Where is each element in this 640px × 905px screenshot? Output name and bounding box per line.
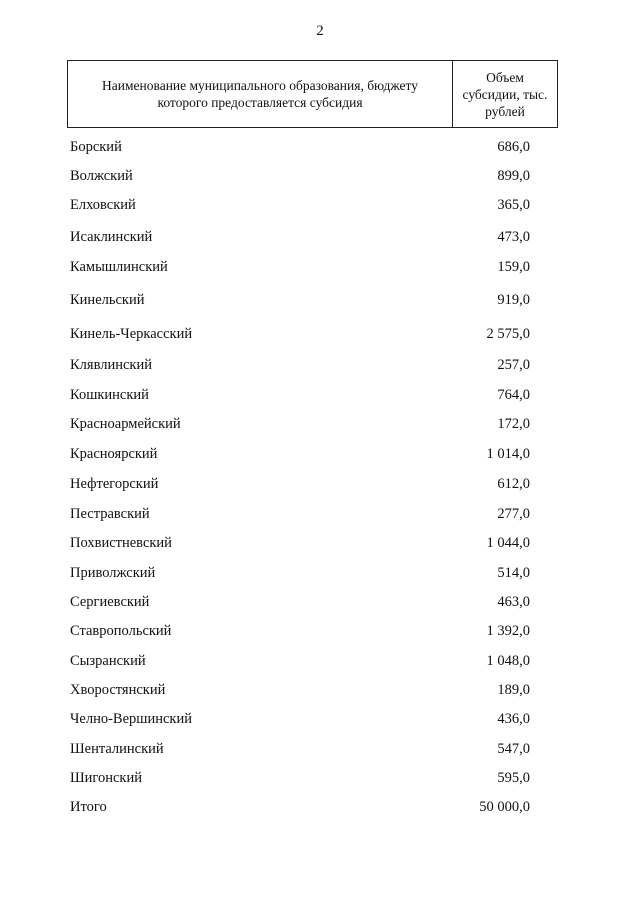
municipality-name: Камышлинский — [70, 259, 168, 275]
subsidy-amount: 1 048,0 — [486, 653, 530, 669]
subsidy-amount: 473,0 — [497, 229, 530, 245]
municipality-name: Кинельский — [70, 292, 145, 308]
subsidy-amount: 1 044,0 — [486, 535, 530, 551]
table-row — [70, 385, 530, 405]
table-row — [70, 355, 530, 375]
table-row — [70, 414, 530, 434]
subsidy-amount: 277,0 — [497, 506, 530, 522]
table-row — [70, 533, 530, 553]
municipality-name: Приволжский — [70, 565, 156, 581]
municipality-name: Елховский — [70, 197, 136, 213]
table-row — [70, 739, 530, 759]
table-row — [70, 474, 530, 494]
table-row — [70, 504, 530, 524]
municipality-name: Сергиевский — [70, 594, 150, 610]
municipality-name: Исаклинский — [70, 229, 153, 245]
table-row — [70, 257, 530, 277]
table-row — [70, 621, 530, 641]
total-label: Итого — [70, 799, 107, 815]
subsidy-amount: 919,0 — [497, 292, 530, 308]
table-row — [70, 680, 530, 700]
page-number: 2 — [316, 23, 324, 39]
total-row — [70, 797, 530, 817]
header-name-column: Наименование муниципального образования, бюджету которого предоставляется субсидия — [68, 61, 453, 127]
table-row — [70, 709, 530, 729]
municipality-name: Челно-Вершинский — [70, 711, 192, 727]
subsidy-amount: 612,0 — [497, 476, 530, 492]
table-row — [70, 324, 530, 344]
table-row — [70, 166, 530, 186]
table-row — [70, 290, 530, 310]
municipality-name: Красноармейский — [70, 416, 181, 432]
subsidy-amount: 514,0 — [497, 565, 530, 581]
table-row — [70, 137, 530, 157]
subsidy-amount: 159,0 — [497, 259, 530, 275]
subsidy-amount: 172,0 — [497, 416, 530, 432]
municipality-name: Клявлинский — [70, 357, 152, 373]
municipality-name: Кошкинский — [70, 387, 149, 403]
table-row — [70, 592, 530, 612]
table-row — [70, 195, 530, 215]
municipality-name: Шенталинский — [70, 741, 164, 757]
municipality-name: Нефтегорский — [70, 476, 159, 492]
subsidy-amount: 686,0 — [497, 139, 530, 155]
municipality-name: Шигонский — [70, 770, 142, 786]
subsidy-amount: 595,0 — [497, 770, 530, 786]
header-amount-column: Объем субсидии, тыс. рублей — [462, 69, 548, 119]
subsidy-amount: 257,0 — [497, 357, 530, 373]
subsidy-amount: 764,0 — [497, 387, 530, 403]
municipality-name: Похвистневский — [70, 535, 172, 551]
subsidy-amount: 436,0 — [497, 711, 530, 727]
municipality-name: Волжский — [70, 168, 133, 184]
subsidy-amount: 463,0 — [497, 594, 530, 610]
table-row — [70, 768, 530, 788]
table-header — [67, 60, 558, 128]
table-row — [70, 227, 530, 247]
subsidy-amount: 1 392,0 — [486, 623, 530, 639]
subsidy-amount: 547,0 — [497, 741, 530, 757]
municipality-name: Хворостянский — [70, 682, 166, 698]
subsidy-amount: 2 575,0 — [486, 326, 530, 342]
subsidy-amount: 899,0 — [497, 168, 530, 184]
subsidy-amount: 189,0 — [497, 682, 530, 698]
municipality-name: Кинель-Черкасский — [70, 326, 193, 342]
table-row — [70, 651, 530, 671]
table-row — [70, 563, 530, 583]
total-amount: 50 000,0 — [479, 799, 530, 815]
table-row — [70, 444, 530, 464]
municipality-name: Пестравский — [70, 506, 150, 522]
subsidy-amount: 365,0 — [497, 197, 530, 213]
municipality-name: Борский — [70, 139, 122, 155]
municipality-name: Ставропольский — [70, 623, 172, 639]
municipality-name: Сызранский — [70, 653, 146, 669]
municipality-name: Красноярский — [70, 446, 158, 462]
subsidy-amount: 1 014,0 — [486, 446, 530, 462]
